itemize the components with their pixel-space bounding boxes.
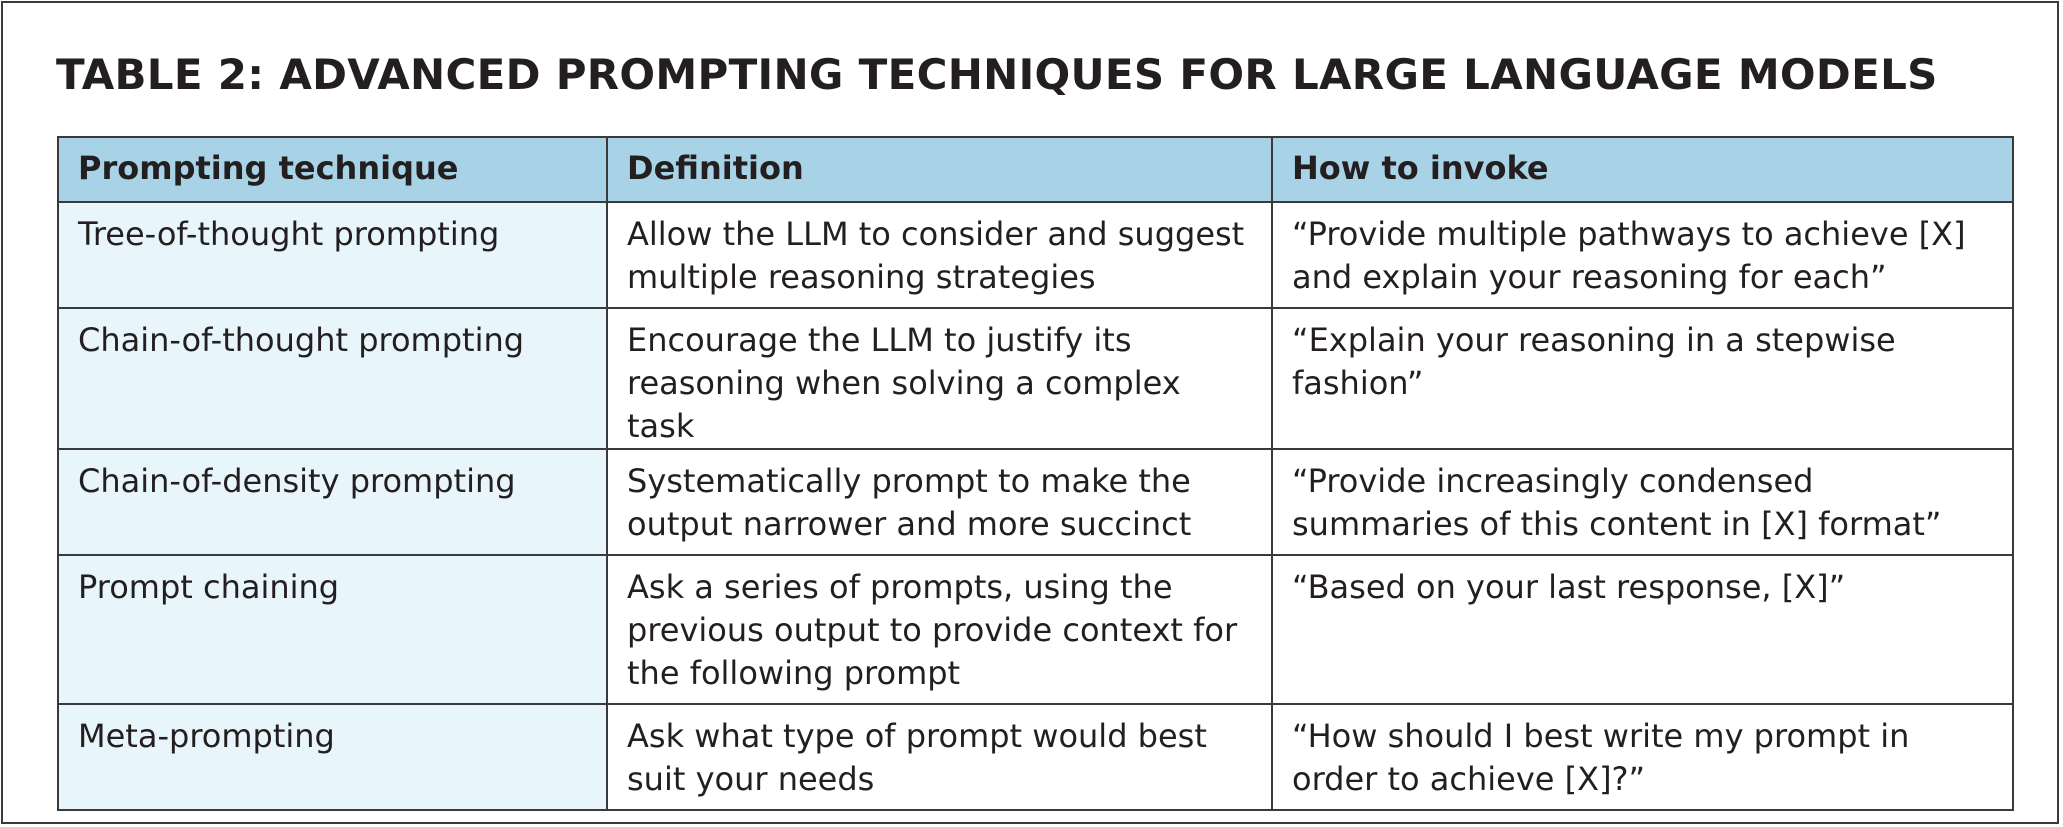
prompting-techniques-table: [57, 136, 2014, 811]
technique-cell: Chain-of-thought prompting: [58, 308, 607, 449]
definition-cell: Ask what type of prompt would best suit your needs: [607, 704, 1272, 810]
definition-cell: Systematically prompt to make the output narrower and more succinct: [607, 449, 1272, 555]
invoke-cell: “Provide increasingly condensed summaries of this content in [X] format”: [1272, 449, 2013, 555]
definition-cell: Encourage the LLM to justify its reasoning when solving a complex task: [607, 308, 1272, 449]
invoke-cell: “How should I best write my prompt in order to achieve [X]?”: [1272, 704, 2013, 810]
table-row: [58, 202, 2013, 308]
invoke-cell: “Provide multiple pathways to achieve [X] and explain your reasoning for each”: [1272, 202, 2013, 308]
technique-cell: Tree-of-thought prompting: [58, 202, 607, 308]
column-header-invoke: How to invoke: [1272, 137, 2013, 202]
table-row: [58, 704, 2013, 810]
table-row: [58, 555, 2013, 704]
technique-cell: Prompt chaining: [58, 555, 607, 704]
table-row: [58, 308, 2013, 449]
technique-cell: Meta-prompting: [58, 704, 607, 810]
definition-cell: Ask a series of prompts, using the previous output to provide context for the following prompt: [607, 555, 1272, 704]
invoke-cell: “Explain your reasoning in a stepwise fashion”: [1272, 308, 2013, 449]
invoke-cell: “Based on your last response, [X]”: [1272, 555, 2013, 704]
table-row: [58, 449, 2013, 555]
table-header-row: [58, 137, 2013, 202]
figure-frame: [1, 1, 2059, 824]
column-header-technique: Prompting technique: [58, 137, 607, 202]
table-title: TABLE 2: ADVANCED PROMPTING TECHNIQUES FOR LARGE LANGUAGE MODELS: [56, 50, 1938, 99]
column-header-definition: Definition: [607, 137, 1272, 202]
definition-cell: Allow the LLM to consider and suggest multiple reasoning strategies: [607, 202, 1272, 308]
technique-cell: Chain-of-density prompting: [58, 449, 607, 555]
